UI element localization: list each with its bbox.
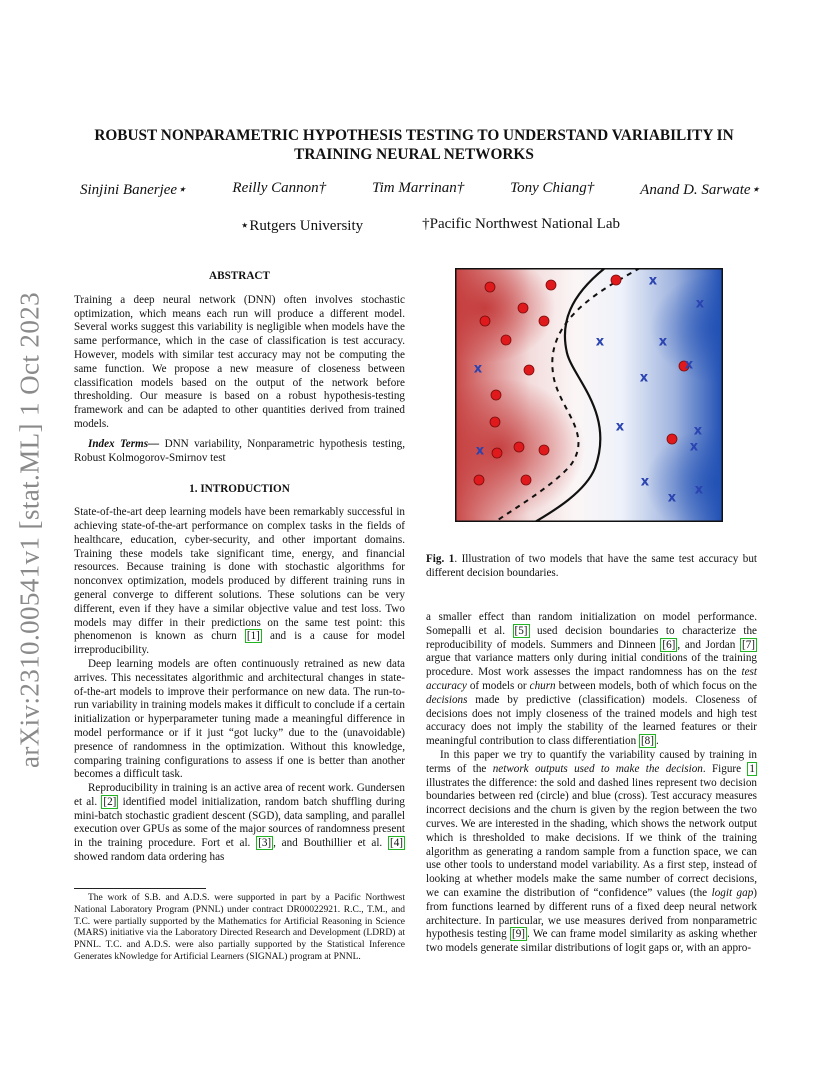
index-terms-text: DNN variability, Nonparametric hypothesis testing, Robust Kolmogorov-Smirnov test bbox=[74, 437, 406, 464]
figure-link[interactable]: 1 bbox=[749, 762, 755, 775]
index-terms bbox=[74, 438, 405, 466]
citation-link[interactable]: [4] bbox=[390, 837, 403, 850]
affiliation-list bbox=[240, 216, 620, 235]
footnote bbox=[74, 893, 405, 964]
blue-cross-point: x bbox=[595, 334, 605, 350]
intro-paragraph-1: State-of-the-art deep learning models have been remarkably successful in achieving state-of-the-art performance on complex tasks in the fields of healthcare, education, cyber-security, and other important domains. Training these models take significant time, energy, and financial resources. Because training is done with stochastic algorithms for nonconvex optimization, models produced by different training runs in general converge to different solutions. These solutions can be very different, even if they have a similar objective value and test loss. Two models may differ in their predictions on the same test point: this phenomenon is known as churn [1] and is a cause for model irreproducibility. bbox=[74, 506, 405, 657]
red-circle-point bbox=[518, 303, 528, 313]
intro-paragraph-3: Reproducibility in training is an active area of recent work. Gundersen et al. [2] identified model initialization, random batch shuffling during mini-batch stochastic gradient descent (SGD), data sampling, and parallel execution over GPUs as some of the major sources of randomness present in the training procedure. Fort et al. [3] , and Bouthillier et al. [4] showed random data ordering has bbox=[74, 782, 405, 864]
citation-link[interactable]: [6] bbox=[662, 638, 676, 651]
citation-link[interactable]: [9] bbox=[512, 928, 526, 941]
blue-cross-point: x bbox=[475, 443, 485, 459]
intro-paragraph-2: Deep learning models are often continuously retrained as new data arrives. This necessitates algorithmic and architectural changes in state-of-the-art models to improve their performance on new data. The run-to-run variability in training models makes it difficult to conclude if a certain initialization or hyperparameter tuning made a meaningful difference in model performance or if it just “got lucky” due to the (unavoidable) presence of randomness in the optimization. Without this knowledge, comparing training configurations to assess if one is better than another becomes a difficult task. bbox=[74, 657, 405, 781]
red-circle-point bbox=[485, 282, 495, 292]
blue-cross-point: x bbox=[658, 334, 668, 350]
author: Reilly Cannon† bbox=[232, 180, 327, 196]
red-circle-point bbox=[524, 365, 534, 375]
footnote-rule bbox=[74, 888, 206, 889]
red-circle-point bbox=[490, 417, 500, 427]
caption-text: . Illustration of two models that have the same test accuracy but different decision boundaries. bbox=[426, 553, 757, 579]
blue-cross-point: x bbox=[473, 361, 483, 377]
citation-link[interactable]: [5] bbox=[514, 624, 528, 637]
author: Tony Chiang† bbox=[510, 180, 595, 196]
author: Sinjini Banerjee⋆ bbox=[80, 182, 187, 198]
author: Tim Marrinan† bbox=[372, 180, 465, 196]
figure-1 bbox=[455, 268, 723, 522]
right-paragraph-1: a smaller effect than random initialization on model performance. Somepalli et al. [5] used decision boundaries to characterize the reproducibility of models. Summers and Dinneen [6] , and Jordan [7] argue that variance matters only during initial conditions of the training procedure. Most work assesses the impact randomness has on the test accuracy of models or churn between models, both of which focus on the decisions made by predictive (classification) models. Closeness of decisions does not imply closeness of the trained models and high test accuracy does not imply the stability of the learned features or their meaningful contribution to class differentiation [8] . bbox=[426, 611, 757, 748]
red-circle-point bbox=[491, 390, 501, 400]
blue-cross-point: x bbox=[615, 419, 625, 435]
decision-boundary-illustration bbox=[455, 268, 723, 522]
red-circle-point bbox=[539, 316, 549, 326]
blue-cross-point: x bbox=[695, 296, 705, 312]
blue-cross-point: x bbox=[693, 423, 703, 439]
blue-cross-point: x bbox=[640, 474, 650, 490]
citation-link[interactable]: [2] bbox=[103, 795, 117, 808]
blue-cross-point: x bbox=[667, 490, 677, 506]
affiliation: ⋆Rutgers University bbox=[240, 218, 364, 234]
citation-link[interactable]: [7] bbox=[742, 638, 755, 651]
citation-link[interactable]: [1] bbox=[246, 630, 260, 643]
red-circle-point bbox=[480, 316, 490, 326]
right-column bbox=[426, 611, 757, 956]
blue-cross-point: x bbox=[684, 357, 694, 373]
arxiv-id: arXiv:2310.00541v1 [stat.ML] 1 Oct 2023 bbox=[14, 291, 45, 769]
figure-caption bbox=[426, 553, 757, 581]
blue-cross-point: x bbox=[648, 273, 658, 289]
red-circle-point bbox=[521, 475, 531, 485]
citation-link[interactable]: [3] bbox=[258, 837, 272, 850]
red-circle-point bbox=[501, 335, 511, 345]
red-circle-point bbox=[546, 280, 556, 290]
red-circle-point bbox=[667, 434, 677, 444]
author-list bbox=[80, 180, 760, 199]
arxiv-sidebar-stamp bbox=[10, 290, 50, 770]
citation-link[interactable]: [8] bbox=[640, 735, 654, 748]
abstract-text: Training a deep neural network (DNN) often involves stochastic optimization, which means each run will produce a different model. Several works suggest this variability is negligible when models have the same performance, which in the case of classification is test accuracy. However, models with similar test accuracy may not be computing the same function. We propose a new measure of closeness between classification models based on the output of the network before thresholding. Our measure is based on a robust hypothesis-testing framework and can be adapted to other quantities derived from trained models. bbox=[74, 293, 405, 430]
red-circle-point bbox=[611, 275, 621, 285]
paper-title: ROBUST NONPARAMETRIC HYPOTHESIS TESTING TO UNDERSTAND VARIABILITY IN TRAINING NEURAL NETWORKS bbox=[94, 127, 734, 163]
blue-cross-point: x bbox=[639, 370, 649, 386]
blue-cross-point: x bbox=[689, 439, 699, 455]
intro-heading: 1. INTRODUCTION bbox=[189, 483, 290, 496]
red-circle-point bbox=[492, 448, 502, 458]
red-circle-point bbox=[474, 475, 484, 485]
red-circle-point bbox=[514, 442, 524, 452]
author: Anand D. Sarwate⋆ bbox=[640, 182, 760, 198]
footnote-text: The work of S.B. and A.D.S. were supported in part by a Pacific Northwest National Laboratory Program (PNNL) under contract DR00022921. R.C., T.M., and T.C. were partially supported by the Mathematics for Artificial Reasoning in Science (MARS) initiative via the Laboratory Directed Research and Development (LDRD) at PNNL. T.C. and A.D.S. were also partially supported by the Statistical Inference Generates kNowledge for Artificial Learners (SIGNAL) program at PNNL. bbox=[74, 893, 405, 962]
index-terms-label: Index Terms— bbox=[88, 437, 160, 450]
left-column bbox=[74, 270, 405, 865]
caption-label: Fig. 1 bbox=[426, 553, 455, 565]
blue-cross-point: x bbox=[694, 482, 704, 498]
right-paragraph-2: In this paper we try to quantify the variability caused by training in terms of the network outputs used to make the decision. Figure 1 illustrates the difference: the sold and dashed lines represent two decision boundaries between red (circle) and blue (cross). Test accuracy measures incorrect decisions and the churn is given by the region between the two curves. We are interested in the shading, which shows the network output which is thresholded to make decisions. If we think of the training algorithm as generating a random sample from a function space, we can use other tools to understand model variability. As a first step, instead of looking at whether models make the same number of correct decisions, we can examine the distribution of “confidence” values (the logit gap) from functions learned by different runs of a fixed deep neural network architecture. In particular, we use measures derived from nonparametric hypothesis testing [9] . We can frame model similarity as asking whether two models generate similar distributions of logit gaps or, with an appro- bbox=[426, 748, 757, 955]
red-circle-point bbox=[539, 445, 549, 455]
abstract-heading: ABSTRACT bbox=[209, 270, 270, 282]
affiliation: †Pacific Northwest National Lab bbox=[422, 216, 620, 232]
